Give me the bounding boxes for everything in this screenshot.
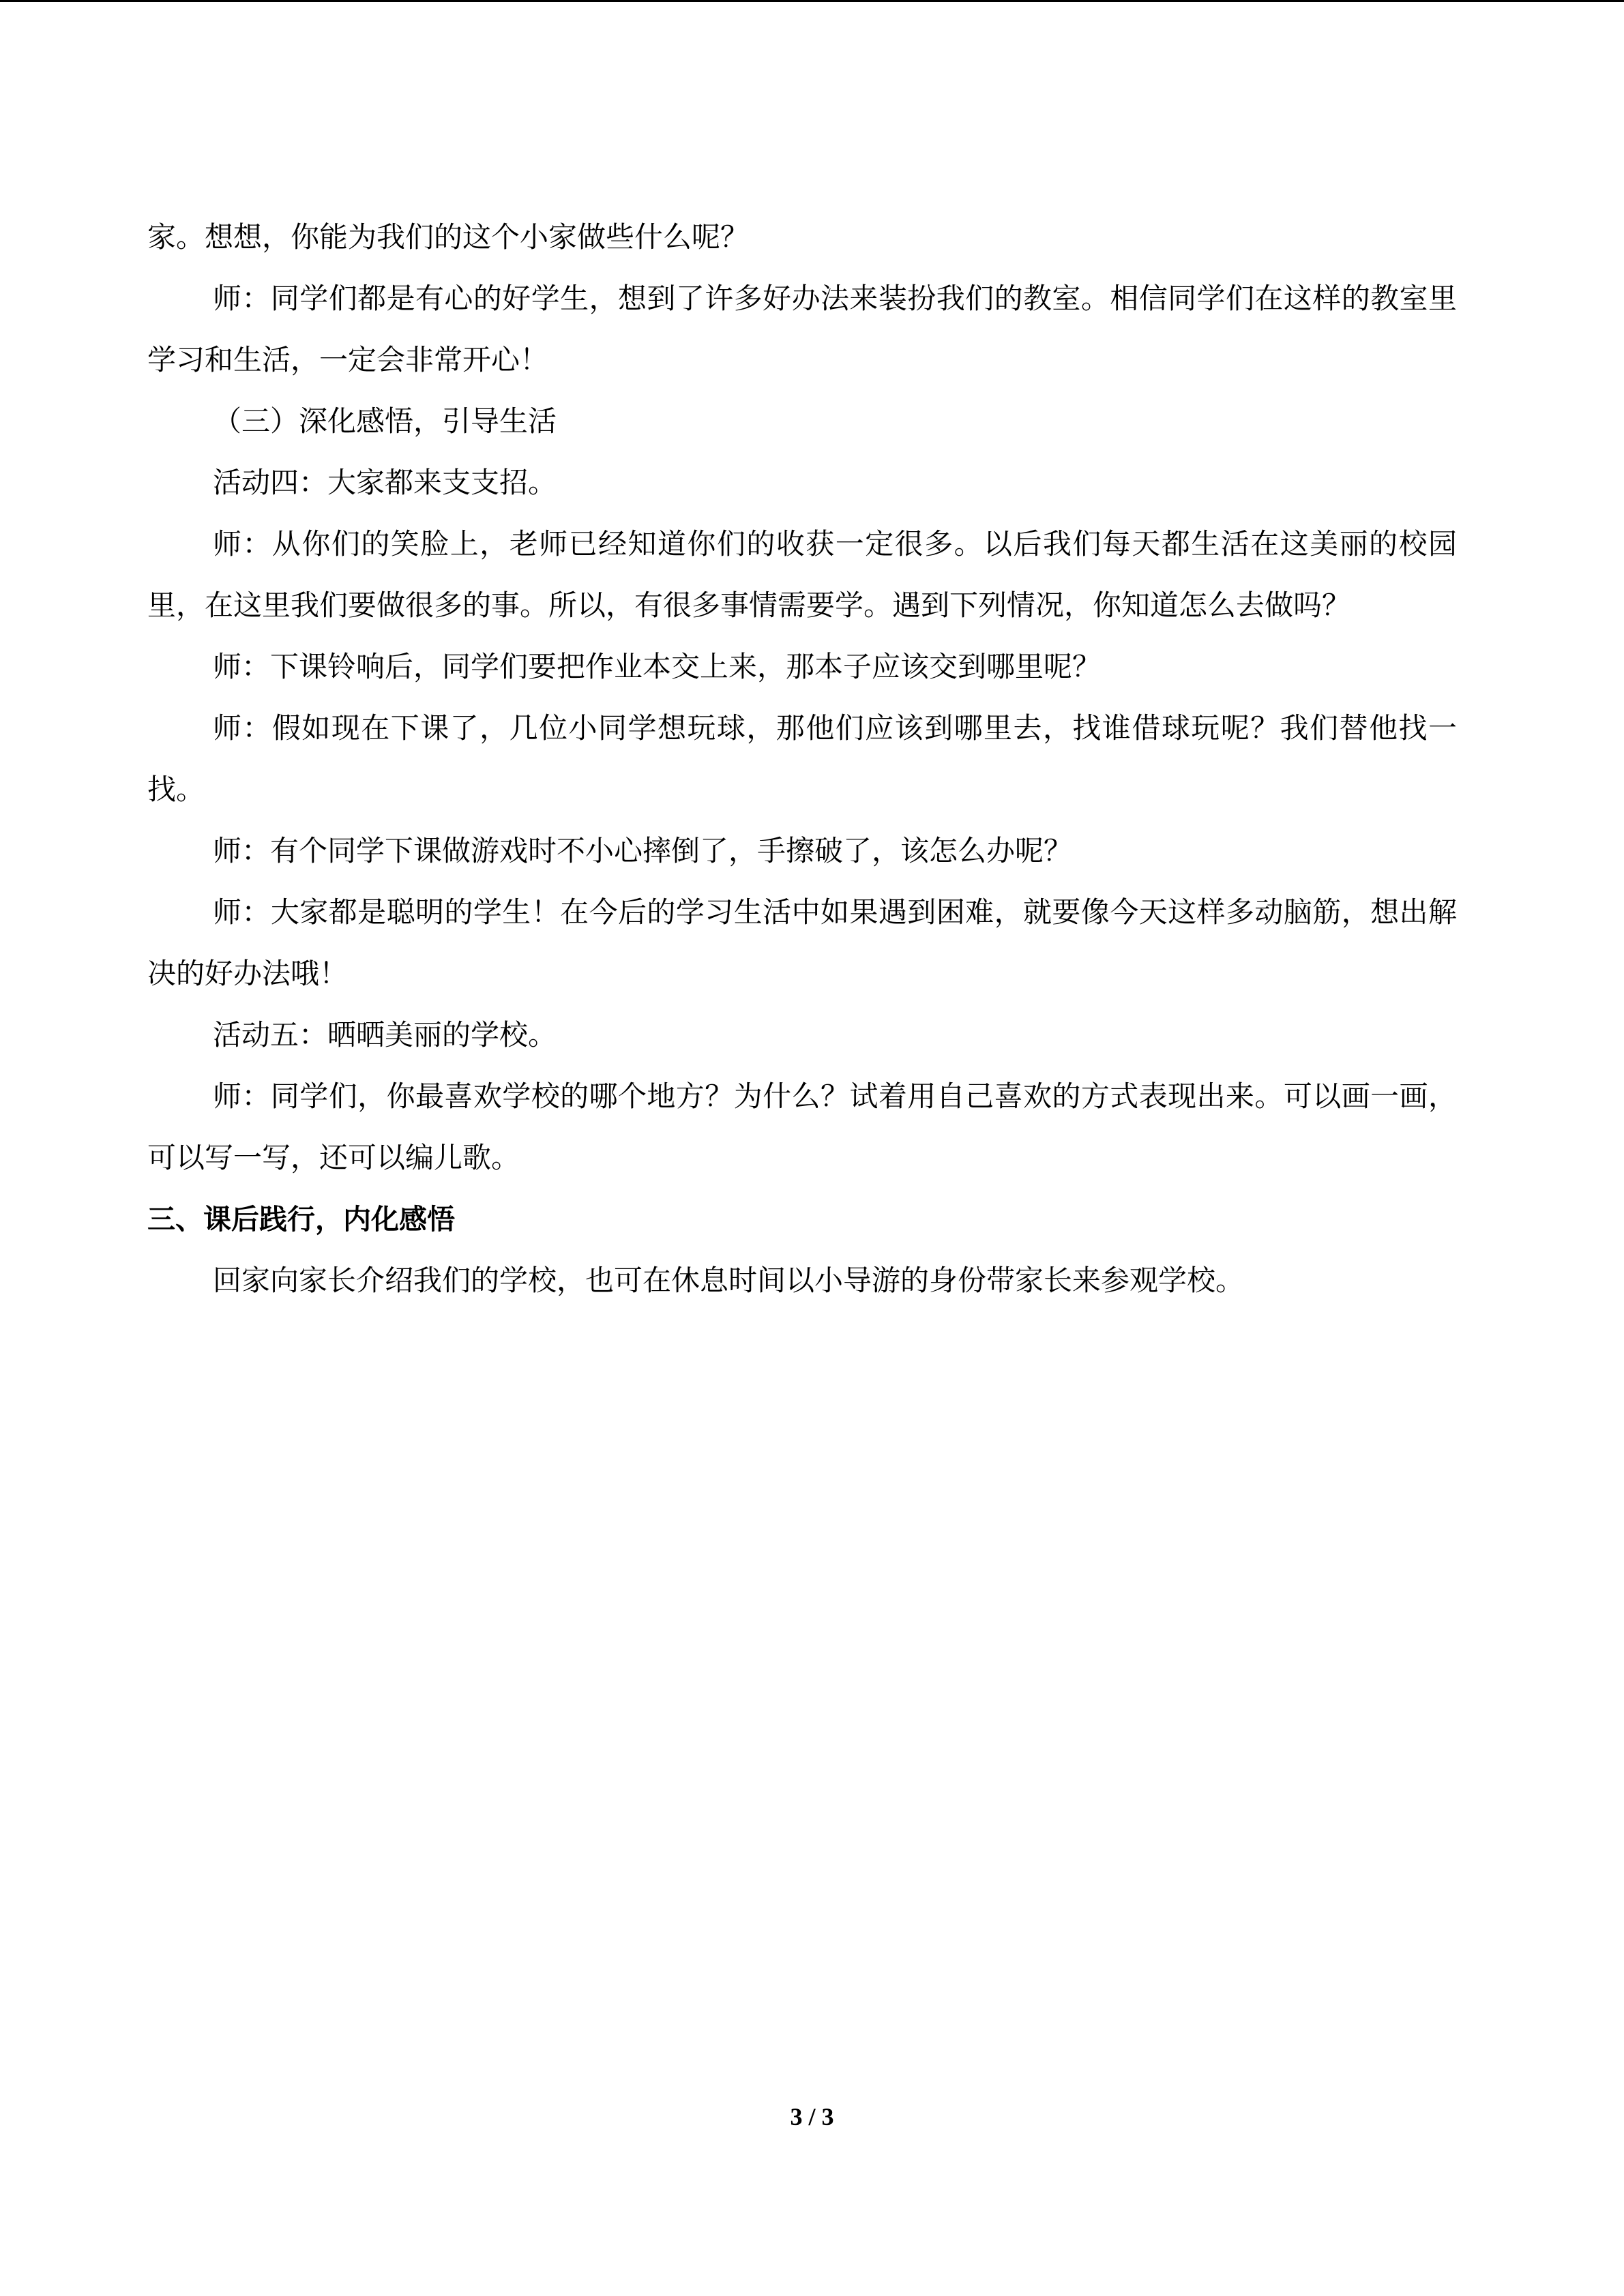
paragraph-teacher-homework: 师：下课铃响后，同学们要把作业本交上来，那本子应该交到哪里呢？ bbox=[213, 650, 1102, 683]
paragraph-teacher-favorite: 师：同学们，你最喜欢学校的哪个地方？为什么？试着用自己喜欢的方式表现出来。可以画一画，可以写一写，还可以编儿歌。 bbox=[147, 1079, 1457, 1174]
paragraph-teacher-ball: 师：假如现在下课了，几位小同学想玩球，那他们应该到哪里去，找谁借球玩呢？我们替他找一找。 bbox=[147, 711, 1457, 806]
paragraph-continuation: 家。想想，你能为我们的这个小家做些什么呢？ bbox=[147, 220, 750, 254]
paragraph-teacher-smart: 师：大家都是聪明的学生！在今后的学习生活中如果遇到困难，就要像今天这样多动脑筋，想出解决的好办法哦！ bbox=[147, 895, 1457, 990]
section-subheading-three: （三）深化感悟，引导生活 bbox=[213, 404, 557, 438]
paragraph-homework-task: 回家向家长介绍我们的学校，也可在休息时间以小导游的身份带家长来参观学校。 bbox=[213, 1264, 1245, 1297]
activity-four-title: 活动四：大家都来支支招。 bbox=[213, 466, 557, 499]
page-number: 3 / 3 bbox=[790, 2103, 834, 2130]
paragraph-teacher-classroom: 师：同学们都是有心的好学生，想到了许多好办法来装扮我们的教室。相信同学们在这样的教室里学习和生活，一定会非常开心！ bbox=[147, 282, 1457, 376]
paragraph-teacher-smiles: 师：从你们的笑脸上，老师已经知道你们的收获一定很多。以后我们每天都生活在这美丽的校园里，在这里我们要做很多的事。所以，有很多事情需要学。遇到下列情况，你知道怎么去做吗？ bbox=[147, 527, 1457, 622]
activity-five-title: 活动五：晒晒美丽的学校。 bbox=[213, 1018, 557, 1052]
paragraph-teacher-injury: 师：有个同学下课做游戏时不小心摔倒了，手擦破了，该怎么办呢？ bbox=[213, 834, 1073, 867]
section-heading-three: 三、课后践行，内化感悟 bbox=[147, 1203, 455, 1236]
document-body bbox=[147, 207, 1457, 1311]
